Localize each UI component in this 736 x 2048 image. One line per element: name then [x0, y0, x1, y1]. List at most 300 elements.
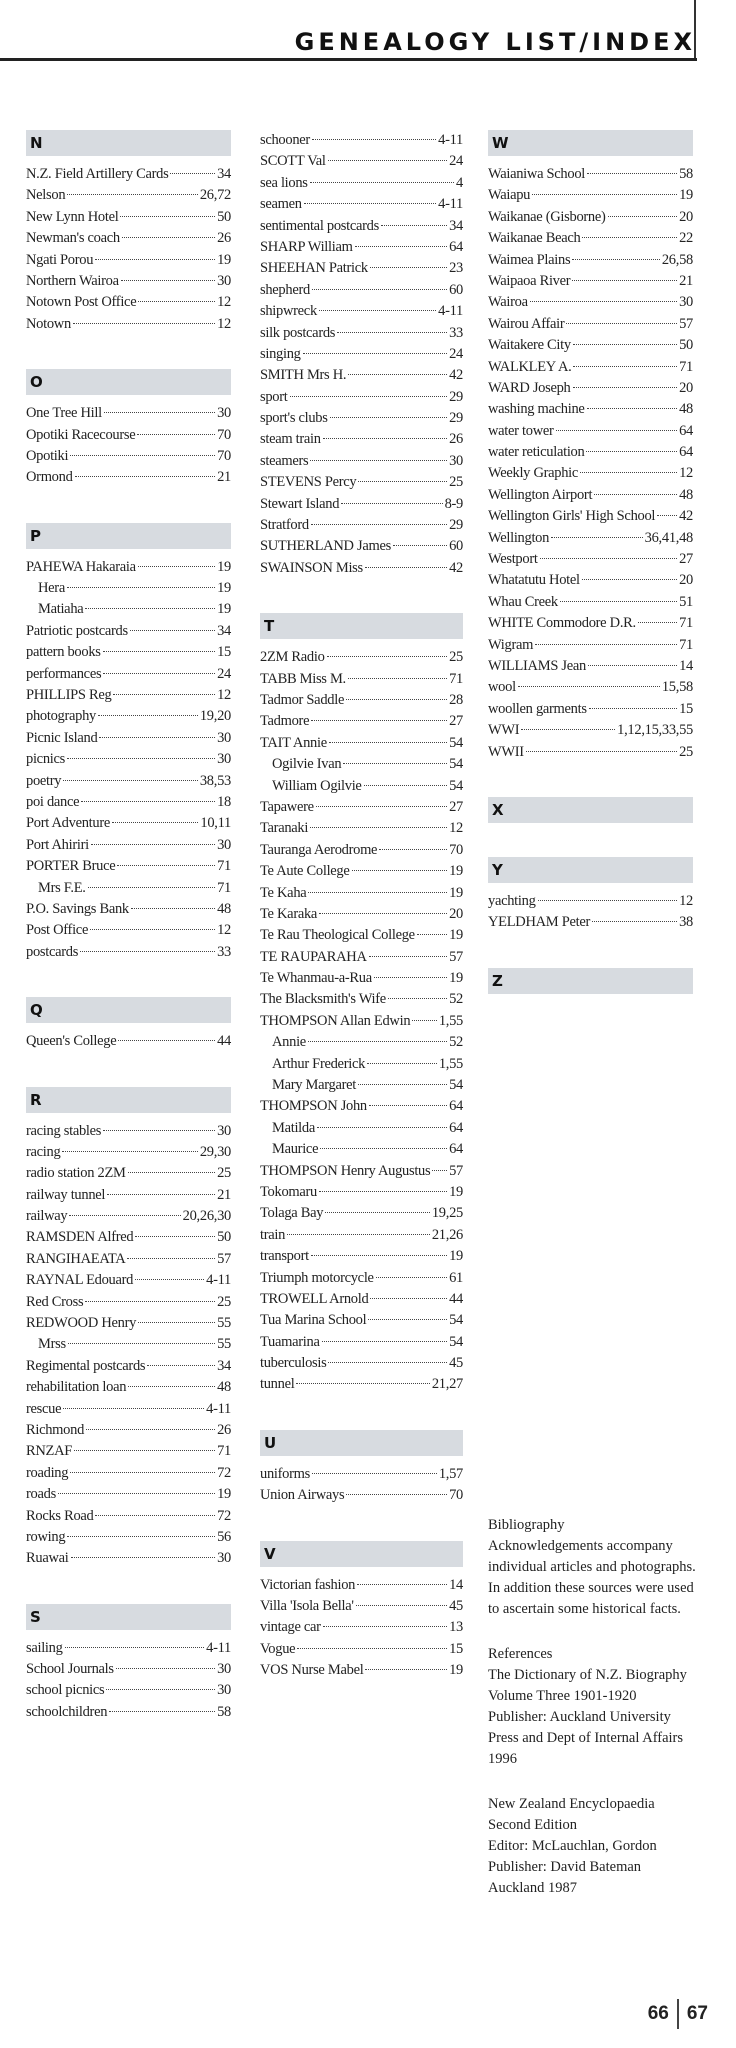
entry-pages: 25 [449, 474, 463, 491]
leader-dots [103, 1130, 215, 1131]
entry-term: Te Kaha [260, 884, 307, 901]
entry-pages: 27 [449, 713, 463, 730]
index-entry [488, 442, 693, 463]
entry-term: Mrs F.E. [38, 879, 86, 896]
entry-term: Wairoa [488, 294, 528, 311]
entry-term: Tua Marina School [260, 1312, 367, 1329]
leader-dots [329, 742, 447, 743]
leader-dots [308, 892, 447, 893]
entry-pages: 42 [679, 508, 693, 525]
leader-dots [122, 237, 215, 238]
index-entry [260, 1374, 463, 1395]
entry-term: Arthur Frederick [272, 1055, 366, 1072]
leader-dots [63, 780, 198, 781]
index-entry [26, 664, 231, 685]
section-letter-heading: R [26, 1087, 231, 1113]
entry-term: washing machine [488, 401, 585, 418]
entry-term: SMITH Mrs H. [260, 367, 347, 384]
index-entry [260, 1289, 463, 1310]
entry-pages: 38,53 [199, 772, 231, 789]
leader-dots [303, 353, 447, 354]
entry-term: Wellington Girls' High School [488, 508, 656, 525]
leader-dots [337, 332, 447, 333]
index-entry [260, 1464, 463, 1485]
leader-dots [90, 929, 215, 930]
leader-dots [103, 673, 215, 674]
entry-pages: 22 [679, 230, 693, 247]
entry-pages: 26 [449, 431, 463, 448]
entry-term: TAIT Annie [260, 734, 327, 751]
leader-dots [376, 1277, 447, 1278]
entry-term: water tower [488, 422, 554, 439]
entry-term: PHILLIPS Reg [26, 687, 112, 704]
index-entry [26, 1249, 231, 1270]
index-column-2 [260, 130, 463, 1716]
leader-dots [367, 1063, 437, 1064]
entry-pages: 70 [449, 841, 463, 858]
index-entry [260, 883, 463, 904]
entry-pages: 58 [679, 166, 693, 182]
section-letter-heading: X [488, 797, 693, 823]
index-column-3 [488, 130, 693, 1028]
leader-dots [580, 472, 677, 473]
leader-dots [560, 601, 677, 602]
index-entry [26, 856, 231, 877]
entry-term: TE RAUPARAHA [260, 948, 367, 965]
index-entry [26, 920, 231, 941]
entry-term: Whau Creek [488, 593, 558, 610]
entry-term: school picnics [26, 1682, 105, 1699]
index-entry [260, 536, 463, 557]
index-entry [26, 1527, 231, 1548]
index-entry [26, 292, 231, 313]
leader-dots [310, 827, 447, 828]
entry-term: TABB Miss M. [260, 670, 346, 687]
index-entry [26, 771, 231, 792]
entry-pages: 26 [217, 1421, 231, 1438]
index-entry [260, 733, 463, 754]
index-entry [488, 528, 693, 549]
entry-term: Wellington Airport [488, 486, 593, 503]
leader-dots [323, 438, 447, 439]
index-entry [260, 989, 463, 1010]
leader-dots [308, 1041, 447, 1042]
entry-pages: 48 [679, 486, 693, 503]
entry-pages: 29 [449, 517, 463, 534]
index-entry [26, 425, 231, 446]
entry-term: rescue [26, 1400, 62, 1417]
index-entry [260, 1617, 463, 1638]
entry-term: Mary Margaret [272, 1077, 357, 1094]
entry-pages: 20 [679, 572, 693, 589]
entry-term: Westport [488, 551, 538, 568]
section-letter-heading: S [26, 1604, 231, 1630]
index-entry [488, 421, 693, 442]
entry-pages: 54 [449, 734, 463, 751]
entry-term: Regimental postcards [26, 1357, 146, 1374]
index-entry [488, 506, 693, 527]
entry-term: Taranaki [260, 820, 309, 837]
entry-pages: 15,58 [661, 679, 693, 696]
entry-term: P.O. Savings Bank [26, 900, 129, 917]
leader-dots [317, 1127, 447, 1128]
entry-pages: 70 [217, 447, 231, 464]
index-entry [26, 1702, 231, 1723]
leader-dots [327, 656, 448, 657]
entry-term: Stewart Island [260, 495, 340, 512]
entry-term: vintage car [260, 1619, 321, 1636]
entry-pages: 19 [449, 1248, 463, 1265]
leader-dots [521, 729, 615, 730]
index-entry [260, 925, 463, 946]
leader-dots [587, 408, 678, 409]
entry-pages: 26,58 [661, 251, 693, 268]
index-entry [26, 1441, 231, 1462]
entry-term: railway tunnel [26, 1186, 106, 1203]
entry-term: racing stables [26, 1122, 102, 1139]
entry-pages: 19 [679, 187, 693, 204]
leader-dots [311, 1255, 447, 1256]
entry-term: WILLIAMS Jean [488, 657, 586, 674]
entry-pages: 8-9 [444, 495, 463, 512]
entry-term: Waitakere City [488, 337, 571, 354]
leader-dots [95, 1515, 215, 1516]
index-section [488, 130, 693, 763]
entry-term: SHARP William [260, 238, 353, 255]
entry-pages: 45 [449, 1355, 463, 1372]
entry-term: TROWELL Arnold [260, 1290, 369, 1307]
reference-line: Auckland 1987 [488, 1880, 577, 1896]
index-entry [260, 669, 463, 690]
entry-term: postcards [26, 943, 79, 960]
entry-pages: 14 [679, 657, 693, 674]
index-entry [26, 706, 231, 727]
leader-dots [312, 289, 447, 290]
index-entry [26, 1031, 231, 1052]
entry-term: picnics [26, 751, 65, 768]
leader-dots [103, 651, 215, 652]
entry-pages: 30 [217, 272, 231, 289]
bibliography-text: Acknowledgements accompany individual articles and photographs. In addition these sources were used to ascertain some historical facts. [488, 1538, 696, 1617]
leader-dots [128, 1386, 215, 1387]
section-letter-heading: Z [488, 968, 693, 994]
index-section [26, 130, 231, 335]
entry-term: Wellington [488, 529, 550, 546]
index-entry [260, 344, 463, 365]
entry-term: Victorian fashion [260, 1576, 356, 1593]
index-entry [26, 1270, 231, 1291]
index-entry [488, 613, 693, 634]
section-letter-heading: W [488, 130, 693, 156]
references-heading: References [488, 1646, 553, 1662]
leader-dots [85, 1301, 215, 1302]
entry-term: tuberculosis [260, 1355, 327, 1372]
entry-term: Waikanae Beach [488, 230, 581, 247]
index-entry [488, 292, 693, 313]
leader-dots [296, 1383, 429, 1384]
index-entry [26, 1206, 231, 1227]
leader-dots [357, 1584, 447, 1585]
leader-dots [319, 913, 447, 914]
entry-term: WALKLEY A. [488, 358, 572, 375]
leader-dots [127, 1258, 215, 1259]
leader-dots [131, 908, 215, 909]
leader-dots [68, 1343, 215, 1344]
index-entry [26, 621, 231, 642]
leader-dots [121, 280, 215, 281]
index-entry [488, 250, 693, 271]
entry-term: Tokomaru [260, 1183, 317, 1200]
entry-term: Ormond [26, 469, 73, 486]
entry-term: Waikanae (Gisborne) [488, 208, 606, 225]
entry-pages: 70 [449, 1487, 463, 1504]
entry-term: Mrss [38, 1336, 66, 1353]
leader-dots [364, 785, 448, 786]
leader-dots [135, 1236, 215, 1237]
leader-dots [67, 587, 215, 588]
entry-pages: 19 [449, 927, 463, 944]
entry-pages: 19 [449, 970, 463, 987]
leader-dots [147, 1365, 215, 1366]
leader-dots [65, 1647, 205, 1648]
leader-dots [526, 751, 677, 752]
entry-pages: 50 [679, 337, 693, 354]
index-entry [26, 403, 231, 424]
entry-pages: 1,55 [438, 1012, 463, 1029]
leader-dots [109, 1711, 215, 1712]
entry-pages: 72 [217, 1464, 231, 1481]
entry-pages: 33 [449, 324, 463, 341]
index-entry [260, 173, 463, 194]
entry-term: pattern books [26, 644, 101, 661]
leader-dots [69, 1215, 180, 1216]
entry-term: The Blacksmith's Wife [260, 991, 386, 1008]
index-entry [26, 1420, 231, 1441]
reference-line: The Dictionary of N.Z. Biography [488, 1667, 687, 1683]
entry-term: Ruawai [26, 1550, 69, 1567]
leader-dots [71, 1557, 216, 1558]
index-entry [26, 792, 231, 813]
entry-term: Ngati Porou [26, 251, 94, 268]
entry-term: Te Aute College [260, 863, 350, 880]
entry-pages: 54 [449, 756, 463, 773]
entry-term: Patriotic postcards [26, 622, 128, 639]
entry-pages: 29 [449, 388, 463, 405]
entry-term: THOMPSON Henry Augustus [260, 1162, 431, 1179]
index-entry [26, 228, 231, 249]
leader-dots [107, 1194, 215, 1195]
entry-term: Opotiki Racecourse [26, 426, 136, 443]
entry-pages: 64 [679, 444, 693, 461]
section-letter-heading: V [260, 1541, 463, 1567]
index-entry [26, 599, 231, 620]
leader-dots [586, 451, 677, 452]
leader-dots [582, 237, 677, 238]
entry-pages: 4-11 [206, 1400, 231, 1417]
index-entry [26, 1292, 231, 1313]
index-entry [488, 314, 693, 335]
entry-pages: 27 [679, 551, 693, 568]
entry-term: THOMPSON Allan Edwin [260, 1012, 411, 1029]
leader-dots [573, 344, 677, 345]
index-entry [488, 656, 693, 677]
leader-dots [86, 1429, 215, 1430]
entry-term: Weekly Graphic [488, 465, 579, 482]
entry-term: Union Airways [260, 1487, 345, 1504]
entry-pages: 61 [449, 1269, 463, 1286]
entry-pages: 21,26 [431, 1226, 463, 1243]
entry-pages: 72 [217, 1507, 231, 1524]
entry-term: RNZAF [26, 1443, 73, 1460]
leader-dots [63, 1408, 204, 1409]
index-entry [26, 1356, 231, 1377]
index-entry [26, 314, 231, 335]
leader-dots [311, 524, 447, 525]
entry-term: racing [26, 1143, 61, 1160]
index-section [26, 523, 231, 963]
entry-term: Te Whanmau-a-Rua [260, 970, 372, 987]
entry-pages: 30 [217, 751, 231, 768]
entry-pages: 27 [449, 798, 463, 815]
leader-dots [369, 1105, 447, 1106]
entry-term: Picnic Island [26, 729, 98, 746]
leader-dots [118, 1040, 215, 1041]
entry-term: uniforms [260, 1465, 310, 1482]
index-section [260, 613, 463, 1396]
index-entry [260, 558, 463, 579]
leader-dots [67, 758, 215, 759]
entry-pages: 21 [679, 272, 693, 289]
leader-dots [81, 801, 215, 802]
index-entry [260, 194, 463, 215]
entry-term: 2ZM Radio [260, 649, 325, 666]
index-entry [260, 1096, 463, 1117]
index-entry [260, 647, 463, 668]
entry-pages: 19 [217, 580, 231, 597]
leader-dots [138, 1322, 215, 1323]
leader-dots [75, 476, 216, 477]
entry-pages: 19,25 [431, 1205, 463, 1222]
entry-pages: 30 [449, 452, 463, 469]
section-letter-heading: N [26, 130, 231, 156]
index-entry [260, 1332, 463, 1353]
leader-dots [551, 537, 643, 538]
leader-dots [588, 665, 677, 666]
leader-dots [130, 630, 215, 631]
entry-term: performances [26, 665, 102, 682]
entry-pages: 24 [217, 665, 231, 682]
entry-pages: 19 [217, 1486, 231, 1503]
entry-pages: 19 [217, 251, 231, 268]
entry-term: silk postcards [260, 324, 336, 341]
leader-dots [328, 160, 447, 161]
leader-dots [128, 1172, 215, 1173]
entry-term: Ogilvie Ivan [272, 756, 342, 773]
reference-line: Second Edition [488, 1817, 578, 1833]
entry-pages: 21,27 [431, 1376, 463, 1393]
leader-dots [540, 558, 678, 559]
index-entry [260, 1639, 463, 1660]
entry-pages: 1,57 [438, 1465, 463, 1482]
entry-term: RANGIHAEATA [26, 1250, 126, 1267]
leader-dots [304, 203, 436, 204]
entry-term: poetry [26, 772, 62, 789]
entry-term: Tadmor Saddle [260, 691, 345, 708]
entry-term: Wigram [488, 636, 534, 653]
entry-term: New Lynn Hotel [26, 208, 119, 225]
leader-dots [138, 566, 215, 567]
leader-dots [73, 323, 215, 324]
entry-pages: 19 [449, 863, 463, 880]
index-entry [488, 271, 693, 292]
leader-dots [325, 1212, 430, 1213]
leader-dots [368, 1319, 447, 1320]
index-entry [26, 207, 231, 228]
leader-dots [320, 1148, 447, 1149]
entry-pages: 30 [217, 1122, 231, 1139]
entry-term: Matiaha [38, 601, 84, 618]
entry-term: sentimental postcards [260, 217, 379, 234]
leader-dots [112, 822, 198, 823]
entry-pages: 12 [449, 820, 463, 837]
entry-term: sea lions [260, 174, 308, 191]
entry-pages: 21 [217, 1186, 231, 1203]
entry-pages: 70 [217, 426, 231, 443]
index-entry [488, 485, 693, 506]
leader-dots [432, 1170, 447, 1171]
leader-dots [316, 806, 447, 807]
leader-dots [323, 1626, 447, 1627]
index-entry [260, 515, 463, 536]
leader-dots [319, 1191, 447, 1192]
reference-line: Editor: McLauchlan, Gordon [488, 1838, 657, 1854]
reference-line: Volume Three 1901-1920 [488, 1688, 637, 1704]
entry-term: Tuamarina [260, 1333, 320, 1350]
entry-pages: 1,55 [438, 1055, 463, 1072]
leader-dots [117, 865, 215, 866]
entry-pages: 54 [449, 1312, 463, 1329]
leader-dots [556, 430, 678, 431]
index-entry [260, 472, 463, 493]
leader-dots [322, 1341, 448, 1342]
entry-pages: 19,20 [199, 708, 231, 725]
entry-pages: 64 [449, 1141, 463, 1158]
entry-pages: 26 [217, 230, 231, 247]
index-entry [488, 912, 693, 933]
index-entry [488, 592, 693, 613]
leader-dots [312, 1473, 437, 1474]
entry-pages: 15 [679, 700, 693, 717]
leader-dots [370, 267, 447, 268]
leader-dots [572, 280, 677, 281]
page-number-divider [677, 1999, 679, 2029]
entry-pages: 71 [679, 636, 693, 653]
index-entry [260, 1575, 463, 1596]
index-section [260, 130, 463, 579]
entry-term: RAYNAL Edouard [26, 1272, 134, 1289]
entry-pages: 36,41,48 [644, 529, 693, 546]
entry-pages: 71 [679, 358, 693, 375]
entry-pages: 24 [449, 345, 463, 362]
entry-pages: 19 [449, 1662, 463, 1679]
entry-term: Notown Post Office [26, 294, 137, 311]
entry-pages: 58 [217, 1703, 231, 1720]
index-entry [26, 1227, 231, 1248]
index-section [26, 369, 231, 489]
entry-pages: 29,30 [199, 1143, 231, 1160]
leader-dots [328, 1362, 447, 1363]
encyclopaedia-block [488, 1794, 698, 1899]
